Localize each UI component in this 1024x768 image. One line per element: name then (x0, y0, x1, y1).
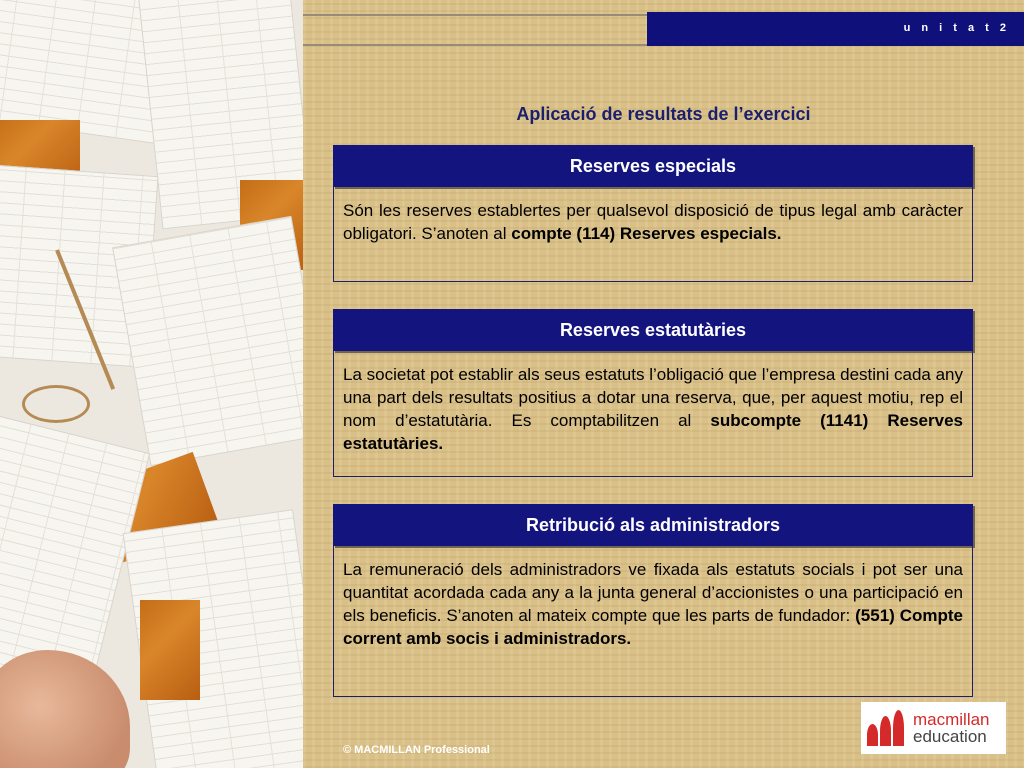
divider-line (303, 44, 648, 46)
copyright-footer: © MACMILLAN Professional (343, 744, 490, 756)
section-heading: Reserves especials (333, 145, 973, 187)
section-bold-text: compte (114) Reserves especials. (511, 224, 782, 243)
logo-text-line1: macmillan (913, 710, 990, 729)
section-bold-text: subcompte (1141) Reserves estatutàries. (343, 411, 963, 453)
divider-line (303, 14, 648, 16)
section-text: Són les reserves establertes per qualsevol disposició de tipus legal amb caràcter obligatori. S’anoten al (343, 201, 963, 243)
section-heading: Reserves estatutàries (333, 309, 973, 351)
hand-image (0, 650, 130, 768)
section-body (333, 187, 973, 282)
glasses-image (22, 385, 90, 423)
unit-label: u n i t a t 2 (903, 22, 1010, 34)
background-photo (0, 0, 303, 768)
logo-text-line2: education (913, 727, 987, 746)
section-body (333, 546, 973, 697)
section-text: La societat pot establir als seus estatuts l’obligació que l’empresa destini cada any una part dels resultats positius a dotar una reserva, que, per aquest motiu, rep el nom d’estatutària. Es comptabilitzen al (343, 365, 963, 430)
unit-header-bar (647, 12, 1024, 46)
page-title: Aplicació de resultats de l’exercici (516, 104, 811, 124)
section-heading: Retribució als administradors (333, 504, 973, 546)
macmillan-logo (861, 702, 1006, 754)
section-bold-text: (551) Compte corrent amb socis i administradors. (343, 606, 963, 648)
section-retribucio-administradors (333, 504, 973, 697)
section-reserves-especials (333, 145, 973, 282)
section-text: La remuneració dels administradors ve fixada als estatuts socials i pot ser una quantitat acordada cada any a la junta general d’accionistes o una participació en els beneficis. S’anoten al mateix compte que les parts de fundador: (343, 560, 963, 625)
section-reserves-estatutaries (333, 309, 973, 477)
section-body (333, 351, 973, 477)
macmillan-logo-icon (867, 710, 905, 746)
